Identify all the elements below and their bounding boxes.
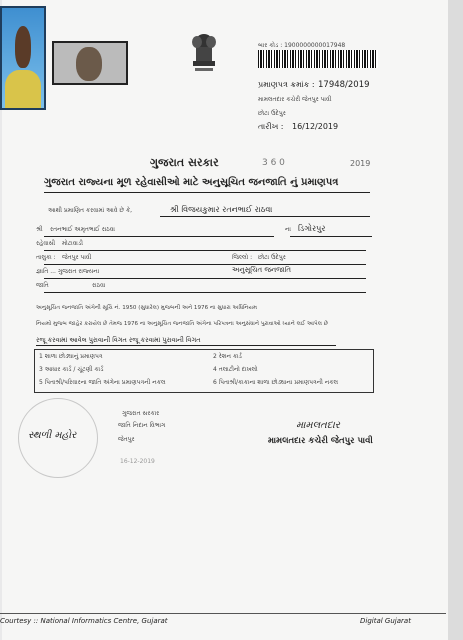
rule xyxy=(44,264,366,265)
issuing-district: છોટા ઉદેપુર xyxy=(258,110,286,117)
footer-rule xyxy=(0,613,446,614)
documents-table xyxy=(34,349,374,393)
category-label: જ્ઞાતિ ... ગુજરાત રાજ્યના xyxy=(36,268,100,275)
taluka-label: તાલુકા : xyxy=(36,254,56,261)
handwritten-number: 3 6 0 xyxy=(262,158,285,168)
cert-number: 17948/2019 xyxy=(318,80,370,90)
caste-value: રાઠવા xyxy=(92,282,106,289)
cert-number-label: પ્રમાણપત્ર ક્રમાંક : xyxy=(258,80,315,89)
certificate-page xyxy=(2,0,448,640)
father-label: શ્રી xyxy=(36,226,43,233)
document-item: 5 પિતાશ્રી/પરિવારના જાતિ અંગેના પ્રમાણપત્રની નકલ xyxy=(39,379,166,386)
left-seal-text: સ્થળી મહોર xyxy=(28,430,77,441)
documents-heading: રજૂ કરવામાં આવેલ પુરાવાની વિગત રજૂ કરવામાં પુરાવાની વિગત xyxy=(36,336,201,344)
stamp-line-2: જાતિ નિદાન વિભાગ xyxy=(118,422,166,429)
village-label: ના xyxy=(285,226,291,233)
village-name: ડિગોરપુર xyxy=(298,224,326,233)
barcode-label: બાર કોડ : 1900000000017948 xyxy=(258,42,346,49)
date-label: તારીખ : xyxy=(258,122,284,131)
applicant-photo-copy xyxy=(52,41,128,85)
officer-signature: મામલતદાર xyxy=(296,420,340,431)
document-item: 4 તલાટીનો દાખલો xyxy=(213,366,258,373)
handwritten-year: 2019 xyxy=(350,159,371,168)
stamp-line-4: 16-12-2019 xyxy=(120,458,155,465)
rule xyxy=(44,292,366,293)
document-item: 6 પિતાશ્રી/કાકાના શાળા છોડ્યાના પ્રમાણપત્રની નકલ xyxy=(213,379,338,386)
barcode xyxy=(258,50,378,68)
rule xyxy=(160,216,370,217)
name-intro: આથી પ્રમાણિત કરવામાં આવે છે કે, xyxy=(48,207,133,214)
stamp-line-1: ગુજરાત સરકાર xyxy=(122,410,160,417)
footer-courtesy: Courtesy :: National Informatics Centre, Gujarat xyxy=(0,617,168,625)
document-item: 3 આધાર કાર્ડ / ચૂંટણી કાર્ડ xyxy=(39,366,104,373)
category-value: અનુસૂચિત જનજાતિ xyxy=(232,266,292,274)
district-value: છોટા ઉદેપુર xyxy=(258,254,286,261)
document-item: 1 શાળા છોડ્યાનું પ્રમાણપત્ર xyxy=(39,353,103,360)
issue-date: 16/12/2019 xyxy=(292,122,339,131)
body-line-1: અનુસૂચિત જનજાતિ અંગેની સૂચિ નં. 1950 (સુધારેલ) મુજબની અને 1976 ના સુધારા અધિનિયમ xyxy=(36,305,258,311)
officer-office: મામલતદાર કચેરી જેતપુર પાવી xyxy=(268,436,373,446)
rule xyxy=(44,250,366,251)
resident-label: રહેવાસી xyxy=(36,240,56,247)
issuing-office: મામલતદાર કચેરી જેતપુર પાવી xyxy=(258,96,332,103)
resident-value: મોટાવાડી xyxy=(62,240,83,247)
rule xyxy=(44,278,366,279)
rule xyxy=(44,236,274,237)
certificate-title: ગુજરાત રાજ્યના મૂળ રહેવાસીઓ માટે અનુસૂચિત જનજાતિ નું પ્રમાણપત્ર xyxy=(44,177,339,188)
father-name: રતનભાઈ અમૃતભાઈ રાઠવા xyxy=(50,226,115,233)
page-edge xyxy=(448,0,463,640)
government-title: ગુજરાત સરકાર xyxy=(150,156,219,169)
body-line-2: નિયમો મુજબ જાહેર કરાયેલ છે તેમજ 1976 ના અનુસૂચિત જનજાતિ અંગેના પરિપત્રના અનુસંધાને પુરાવાઓ ધ્યાને લઈ આપેલ છે xyxy=(36,321,329,327)
document-item: 2 રેશન કાર્ડ xyxy=(213,353,242,360)
stamp-line-3: જેતપુર xyxy=(118,436,135,443)
applicant-photo xyxy=(0,6,46,110)
rule xyxy=(36,345,336,346)
taluka-value: જેતપુર પાવી xyxy=(62,254,92,261)
district-label: જિલ્લો : xyxy=(232,254,253,261)
rule xyxy=(290,236,372,237)
national-emblem-icon xyxy=(187,31,221,77)
title-underline xyxy=(44,192,370,193)
caste-label: જાતિ xyxy=(36,282,49,289)
applicant-name: શ્રી વિજયકુમાર રતનભાઈ રાઠવા xyxy=(170,205,273,214)
footer-brand: Digital Gujarat xyxy=(360,617,411,625)
